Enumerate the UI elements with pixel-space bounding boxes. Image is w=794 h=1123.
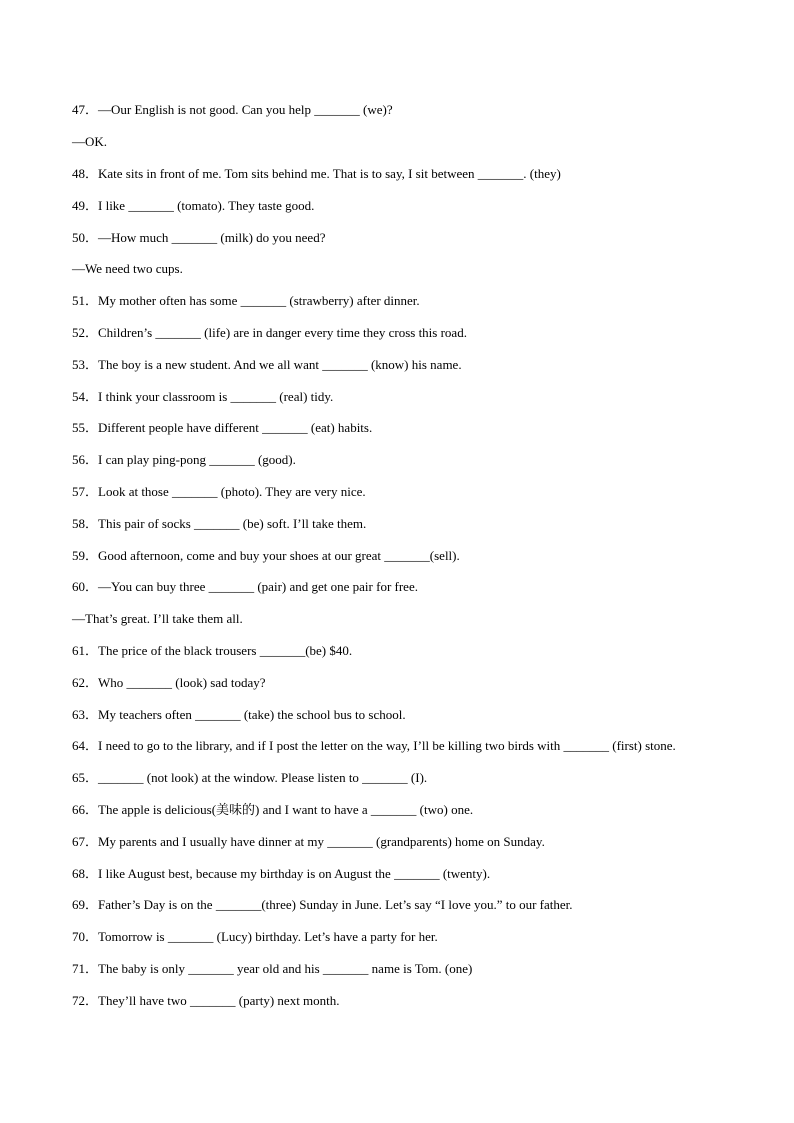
question-49: 49．I like _______ (tomato). They taste good. — [72, 198, 315, 213]
question-62: 62．Who _______ (look) sad today? — [72, 675, 266, 690]
answer-line: —OK. — [72, 134, 108, 149]
question-72: 72．They’ll have two _______ (party) next month. — [72, 993, 340, 1008]
question-60: 60．—You can buy three _______ (pair) and get one pair for free. — [72, 579, 418, 594]
question-71: 71．The baby is only _______ year old and his _______ name is Tom. (one) — [72, 961, 473, 976]
question-61: 61．The price of the black trousers _______(be) $40. — [72, 643, 353, 658]
question-48: 48．Kate sits in front of me. Tom sits behind me. That is to say, I sit between _______. (they) — [72, 166, 561, 181]
question-63: 63．My teachers often _______ (take) the school bus to school. — [72, 707, 406, 722]
question-47: 47．—Our English is not good. Can you help _______ (we)? — [72, 102, 393, 117]
question-67: 67．My parents and I usually have dinner at my _______ (grandparents) home on Sunday. — [72, 834, 545, 849]
question-56: 56．I can play ping-pong _______ (good). — [72, 452, 296, 467]
question-55: 55．Different people have different _______ (eat) habits. — [72, 420, 373, 435]
question-54: 54．I think your classroom is _______ (real) tidy. — [72, 389, 334, 404]
question-51: 51．My mother often has some _______ (strawberry) after dinner. — [72, 293, 420, 308]
question-66: 66．The apple is delicious(美味的) and I want to have a _______ (two) one. — [72, 802, 474, 817]
question-64: 64．I need to go to the library, and if I post the letter on the way, I’ll be killing two birds with _______ (first) stone. — [72, 738, 676, 753]
question-50: 50．—How much _______ (milk) do you need? — [72, 230, 326, 245]
question-59: 59．Good afternoon, come and buy your shoes at our great _______(sell). — [72, 548, 460, 563]
question-69: 69．Father’s Day is on the _______(three) Sunday in June. Let’s say “I love you.” to our father. — [72, 897, 573, 912]
question-58: 58．This pair of socks _______ (be) soft. I’ll take them. — [72, 516, 367, 531]
question-65: 65．_______ (not look) at the window. Please listen to _______ (I). — [72, 770, 428, 785]
question-57: 57．Look at those _______ (photo). They are very nice. — [72, 484, 366, 499]
answer-line: —That’s great. I’ll take them all. — [72, 611, 243, 626]
question-70: 70．Tomorrow is _______ (Lucy) birthday. Let’s have a party for her. — [72, 929, 438, 944]
answer-line: —We need two cups. — [72, 261, 183, 276]
question-68: 68．I like August best, because my birthday is on August the _______ (twenty). — [72, 866, 491, 881]
question-53: 53．The boy is a new student. And we all want _______ (know) his name. — [72, 357, 462, 372]
question-52: 52．Children’s _______ (life) are in danger every time they cross this road. — [72, 325, 467, 340]
